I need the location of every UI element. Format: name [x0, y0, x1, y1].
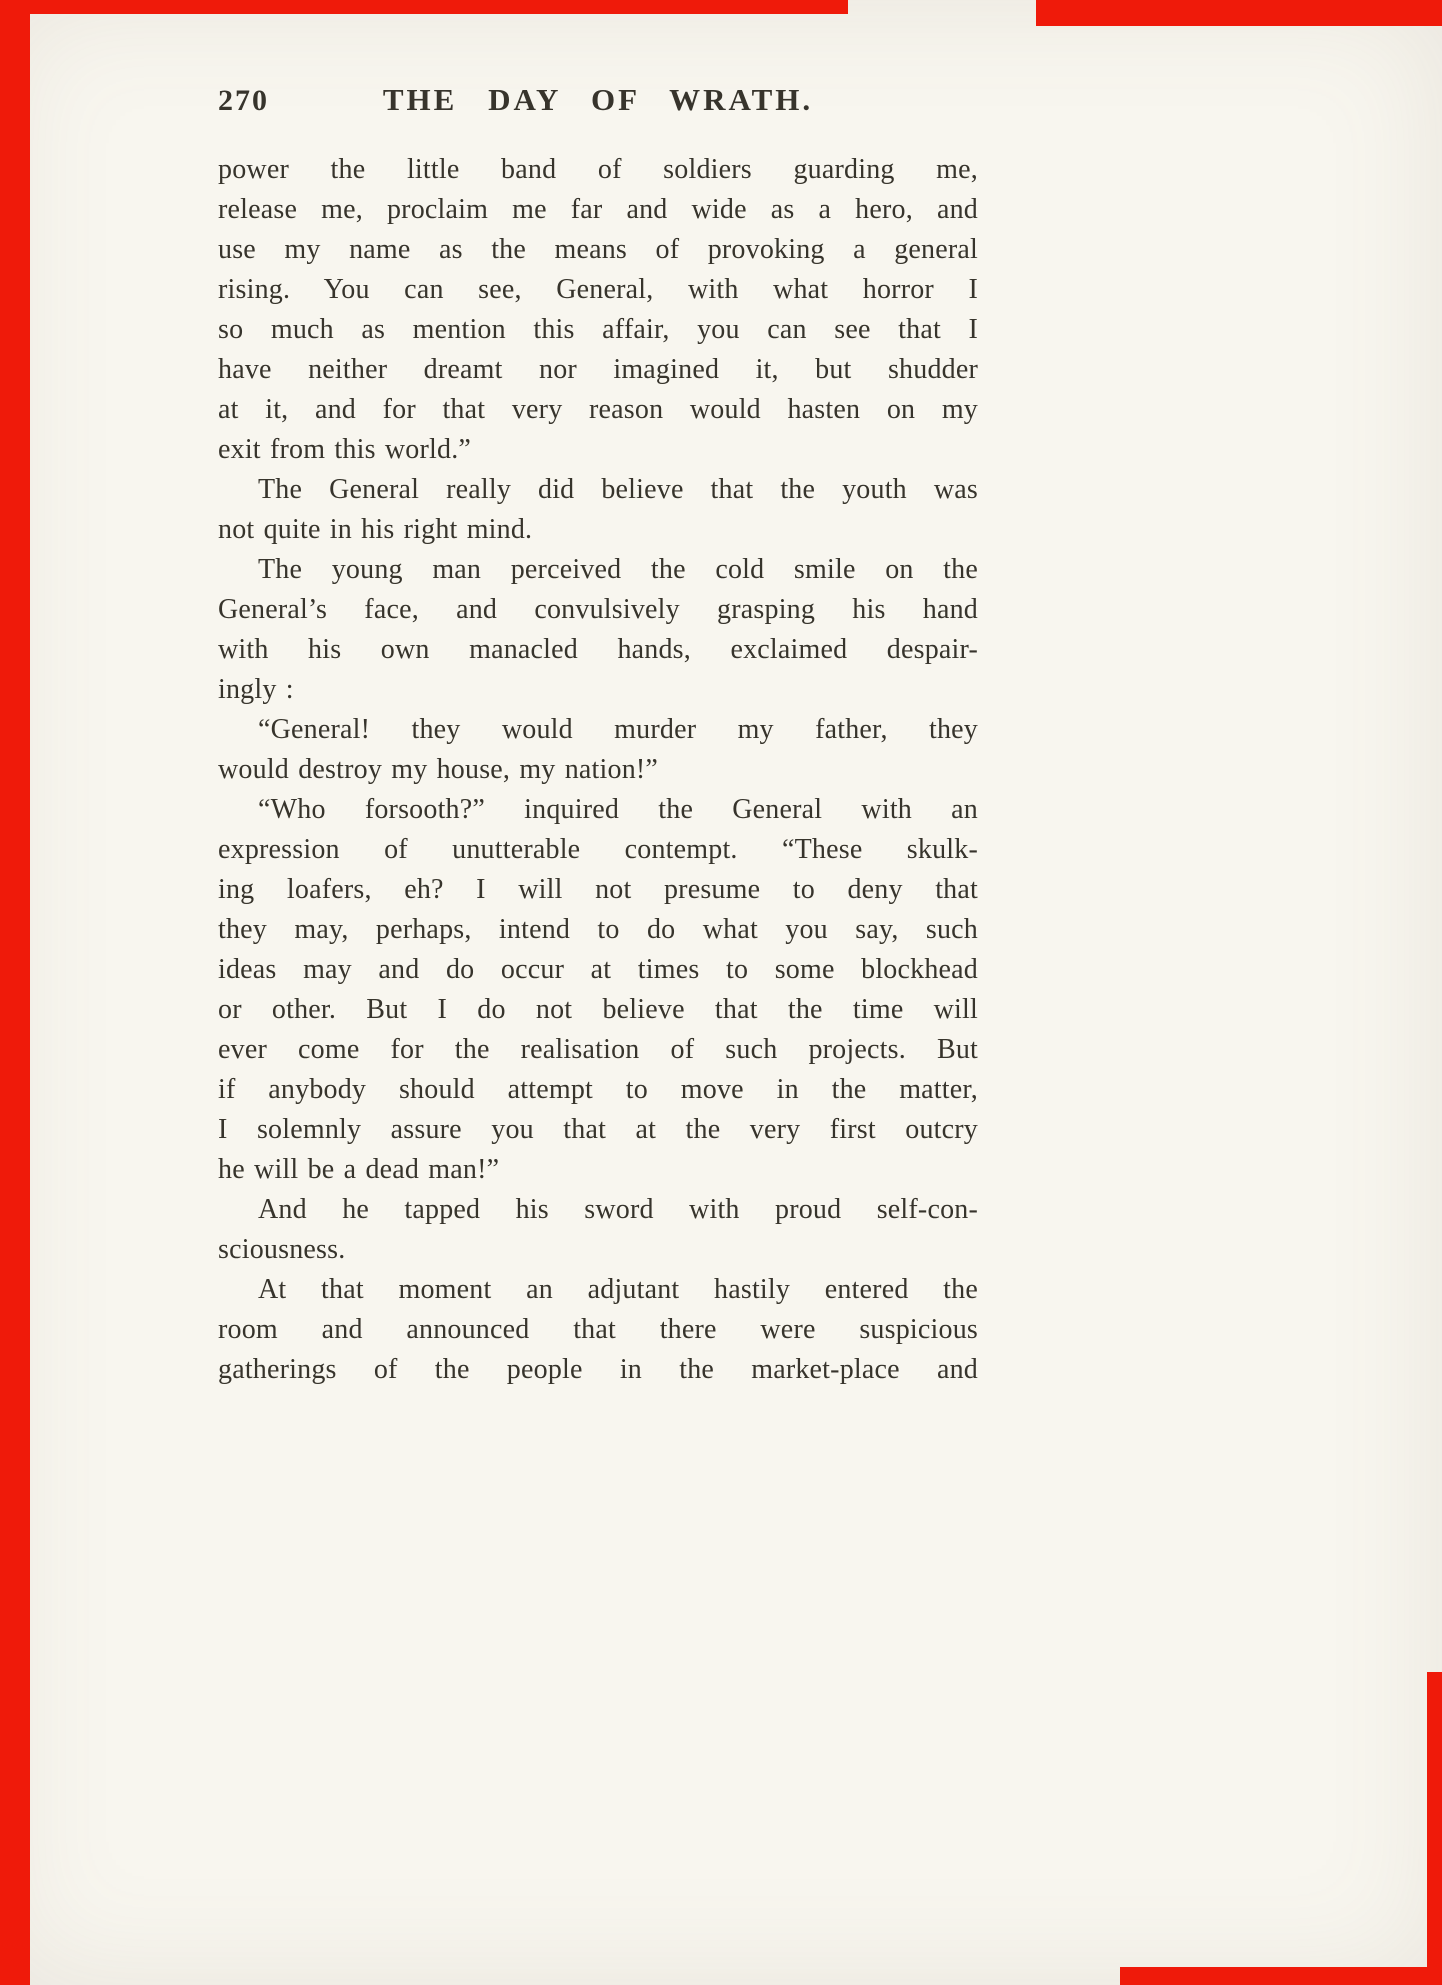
text-line: room and announced that there were suspicious — [218, 1314, 978, 1345]
text-line: exit from this world.” — [218, 434, 472, 465]
text-line: at it, and for that very reason would hasten on my — [218, 394, 978, 425]
running-title: THE DAY OF WRATH. — [382, 82, 814, 117]
scan-artifact-bottom-right-edge — [1120, 1967, 1442, 1985]
paragraph — [218, 550, 978, 710]
paragraph — [218, 1190, 978, 1270]
text-line: expression of unutterable contempt. “These skulk- — [218, 834, 978, 865]
paragraph — [218, 710, 978, 790]
text-line: ing loafers, eh? I will not presume to deny that — [218, 874, 978, 905]
text-line: so much as mention this affair, you can see that I — [218, 314, 978, 345]
text-line: use my name as the means of provoking a general — [218, 234, 978, 265]
paragraph — [218, 1270, 978, 1390]
text-line: not quite in his right mind. — [218, 514, 533, 545]
text-line: rising. You can see, General, with what horror I — [218, 274, 978, 305]
text-line: they may, perhaps, intend to do what you say, such — [218, 914, 978, 945]
text-line: sciousness. — [218, 1234, 346, 1265]
paragraph — [218, 790, 978, 1190]
text-line: ever come for the realisation of such projects. But — [218, 1034, 978, 1065]
page-text-block — [218, 82, 978, 1390]
text-line: release me, proclaim me far and wide as a hero, and — [218, 194, 978, 225]
page-body — [218, 150, 978, 1390]
text-line: ideas may and do occur at times to some blockhead — [218, 954, 978, 985]
text-line: General’s face, and convulsively grasping his hand — [218, 594, 978, 625]
page-header — [218, 82, 978, 122]
text-line: At that moment an adjutant hastily entered the — [258, 1274, 978, 1305]
scan-artifact-top-left-edge — [0, 0, 848, 14]
text-line: power the little band of soldiers guarding me, — [218, 154, 978, 185]
text-line: “Who forsooth?” inquired the General with an — [258, 794, 978, 825]
paragraph — [218, 470, 978, 550]
text-line: have neither dreamt nor imagined it, but shudder — [218, 354, 978, 385]
text-line: he will be a dead man!” — [218, 1154, 500, 1185]
paragraph — [218, 150, 978, 470]
scan-artifact-left-edge — [0, 0, 30, 1985]
text-line: ingly : — [218, 674, 294, 705]
text-line: I solemnly assure you that at the very first outcry — [218, 1114, 978, 1145]
scan-artifact-top-right-edge — [1036, 0, 1442, 26]
text-line: or other. But I do not believe that the time will — [218, 994, 978, 1025]
text-line: if anybody should attempt to move in the matter, — [218, 1074, 978, 1105]
text-line: would destroy my house, my nation!” — [218, 754, 659, 785]
text-line: “General! they would murder my father, they — [258, 714, 978, 745]
text-line: The young man perceived the cold smile on the — [258, 554, 978, 585]
text-line: The General really did believe that the youth was — [258, 474, 978, 505]
scan-artifact-right-bottom-edge — [1427, 1672, 1442, 1985]
text-line: And he tapped his sword with proud self-con- — [258, 1194, 978, 1225]
text-line: gatherings of the people in the market-place and — [218, 1354, 978, 1385]
page-number: 270 — [218, 84, 269, 117]
text-line: with his own manacled hands, exclaimed despair- — [218, 634, 978, 665]
